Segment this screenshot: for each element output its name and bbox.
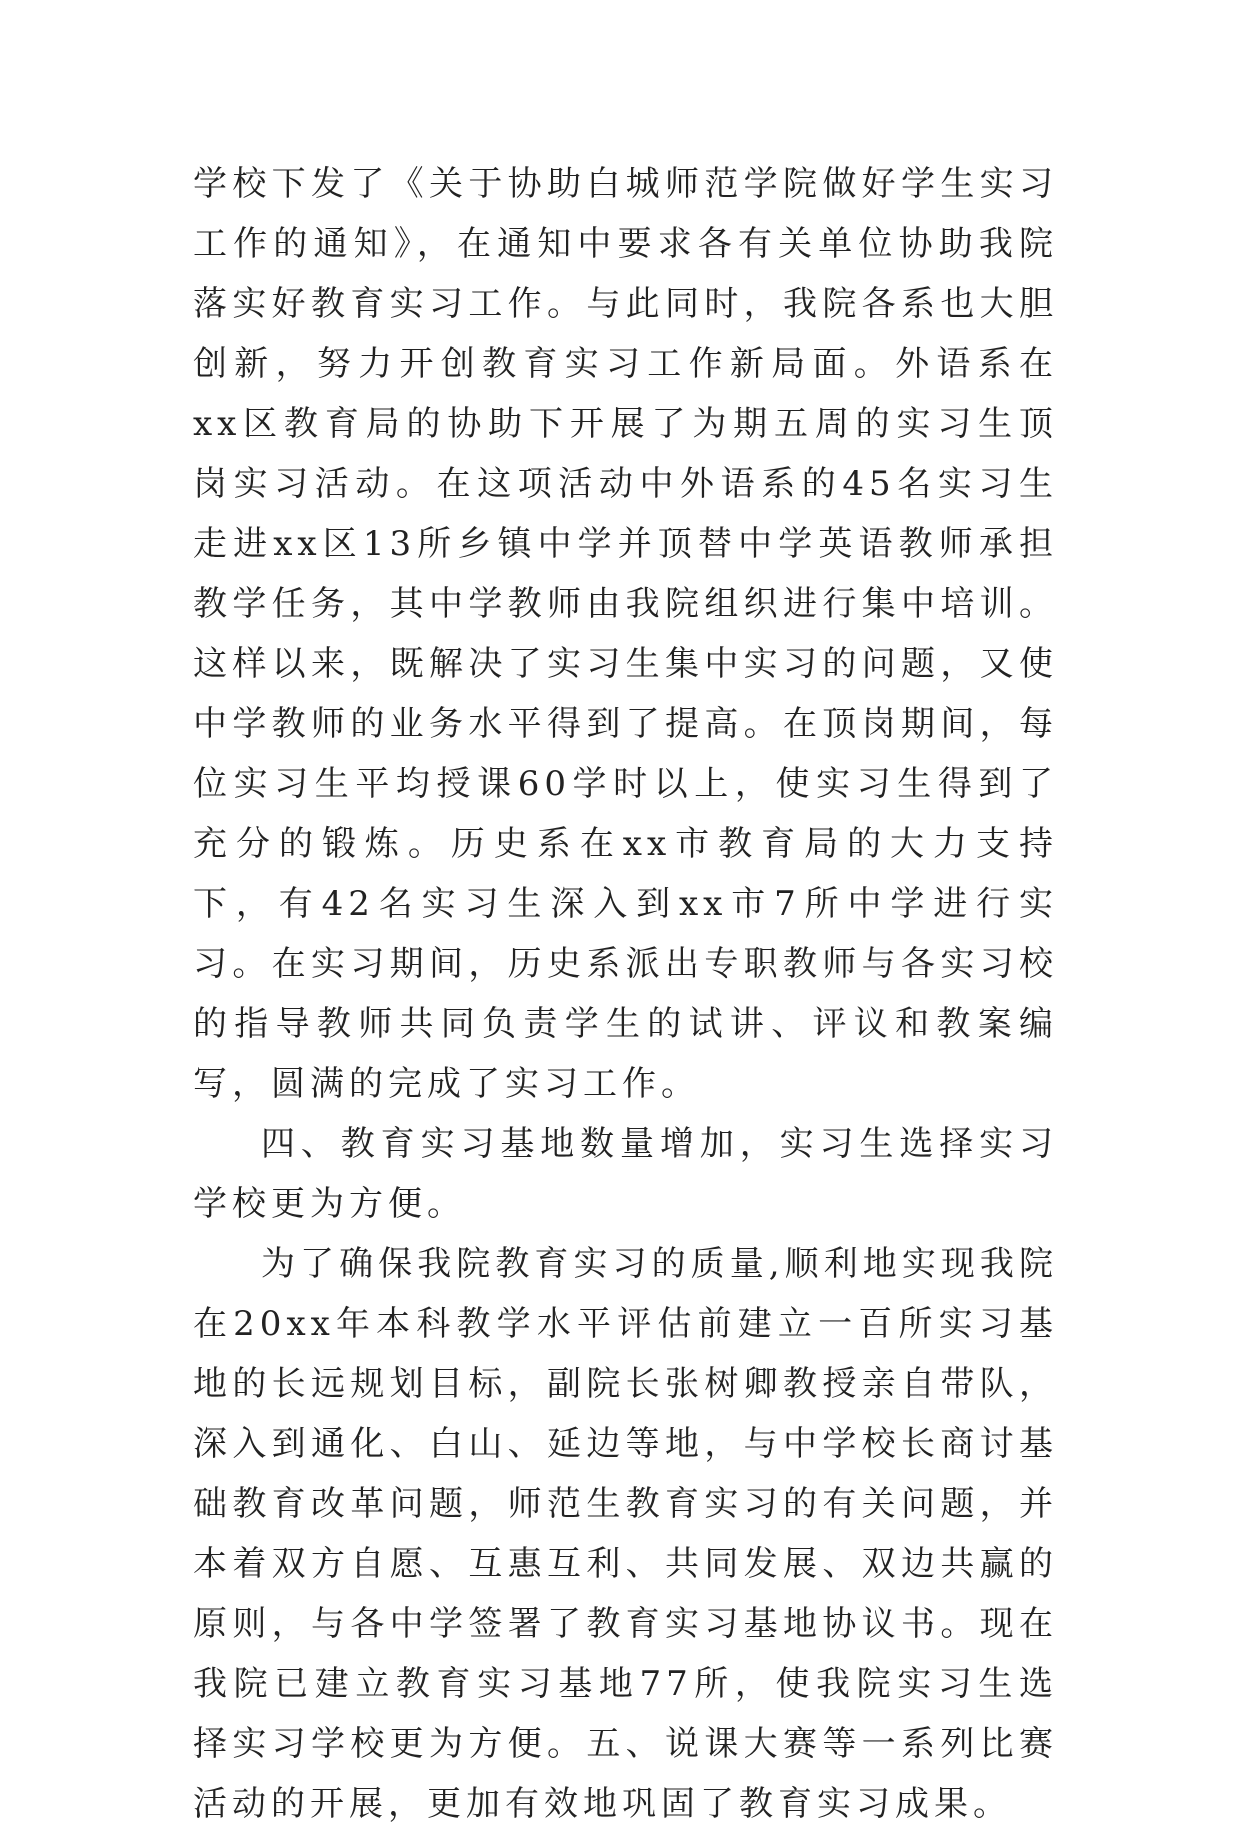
document-body <box>193 154 1058 1834</box>
paragraph-continuation: 学校下发了《关于协助白城师范学院做好学生实习工作的通知》，在通知中要求各有关单位协助我院落实好教育实习工作。与此同时，我院各系也大胆创新，努力开创教育实习工作新局面。外语系在xx区教育局的协助下开展了为期五周的实习生顶岗实习活动。在这项活动中外语系的45名实习生走进xx区13所乡镇中学并顶替中学英语教师承担教学任务，其中学教师由我院组织进行集中培训。这样以来，既解决了实习生集中实习的问题，又使中学教师的业务水平得到了提高。在顶岗期间，每位实习生平均授课60学时以上，使实习生得到了充分的锻炼。历史系在xx市教育局的大力支持下，有42名实习生深入到xx市7所中学进行实习。在实习期间，历史系派出专职教师与各实习校的指导教师共同负责学生的试讲、评议和教案编写，圆满的完成了实习工作。 <box>193 164 1058 1104</box>
section-heading-four: 四、教育实习基地数量增加，实习生选择实习学校更为方便。 <box>193 1124 1058 1224</box>
paragraph-practice-bases: 为了确保我院教育实习的质量,顺利地实现我院在20xx年本科教学水平评估前建立一百所实习基地的长远规划目标，副院长张树卿教授亲自带队，深入到通化、白山、延边等地，与中学校长商讨基础教育改革问题，师范生教育实习的有关问题，并本着双方自愿、互惠互利、共同发展、双边共赢的原则，与各中学签署了教育实习基地协议书。现在我院已建立教育实习基地77所，使我院实习生选择实习学校更为方便。五、说课大赛等一系列比赛活动的开展，更加有效地巩固了教育实习成果。 <box>193 1244 1058 1824</box>
